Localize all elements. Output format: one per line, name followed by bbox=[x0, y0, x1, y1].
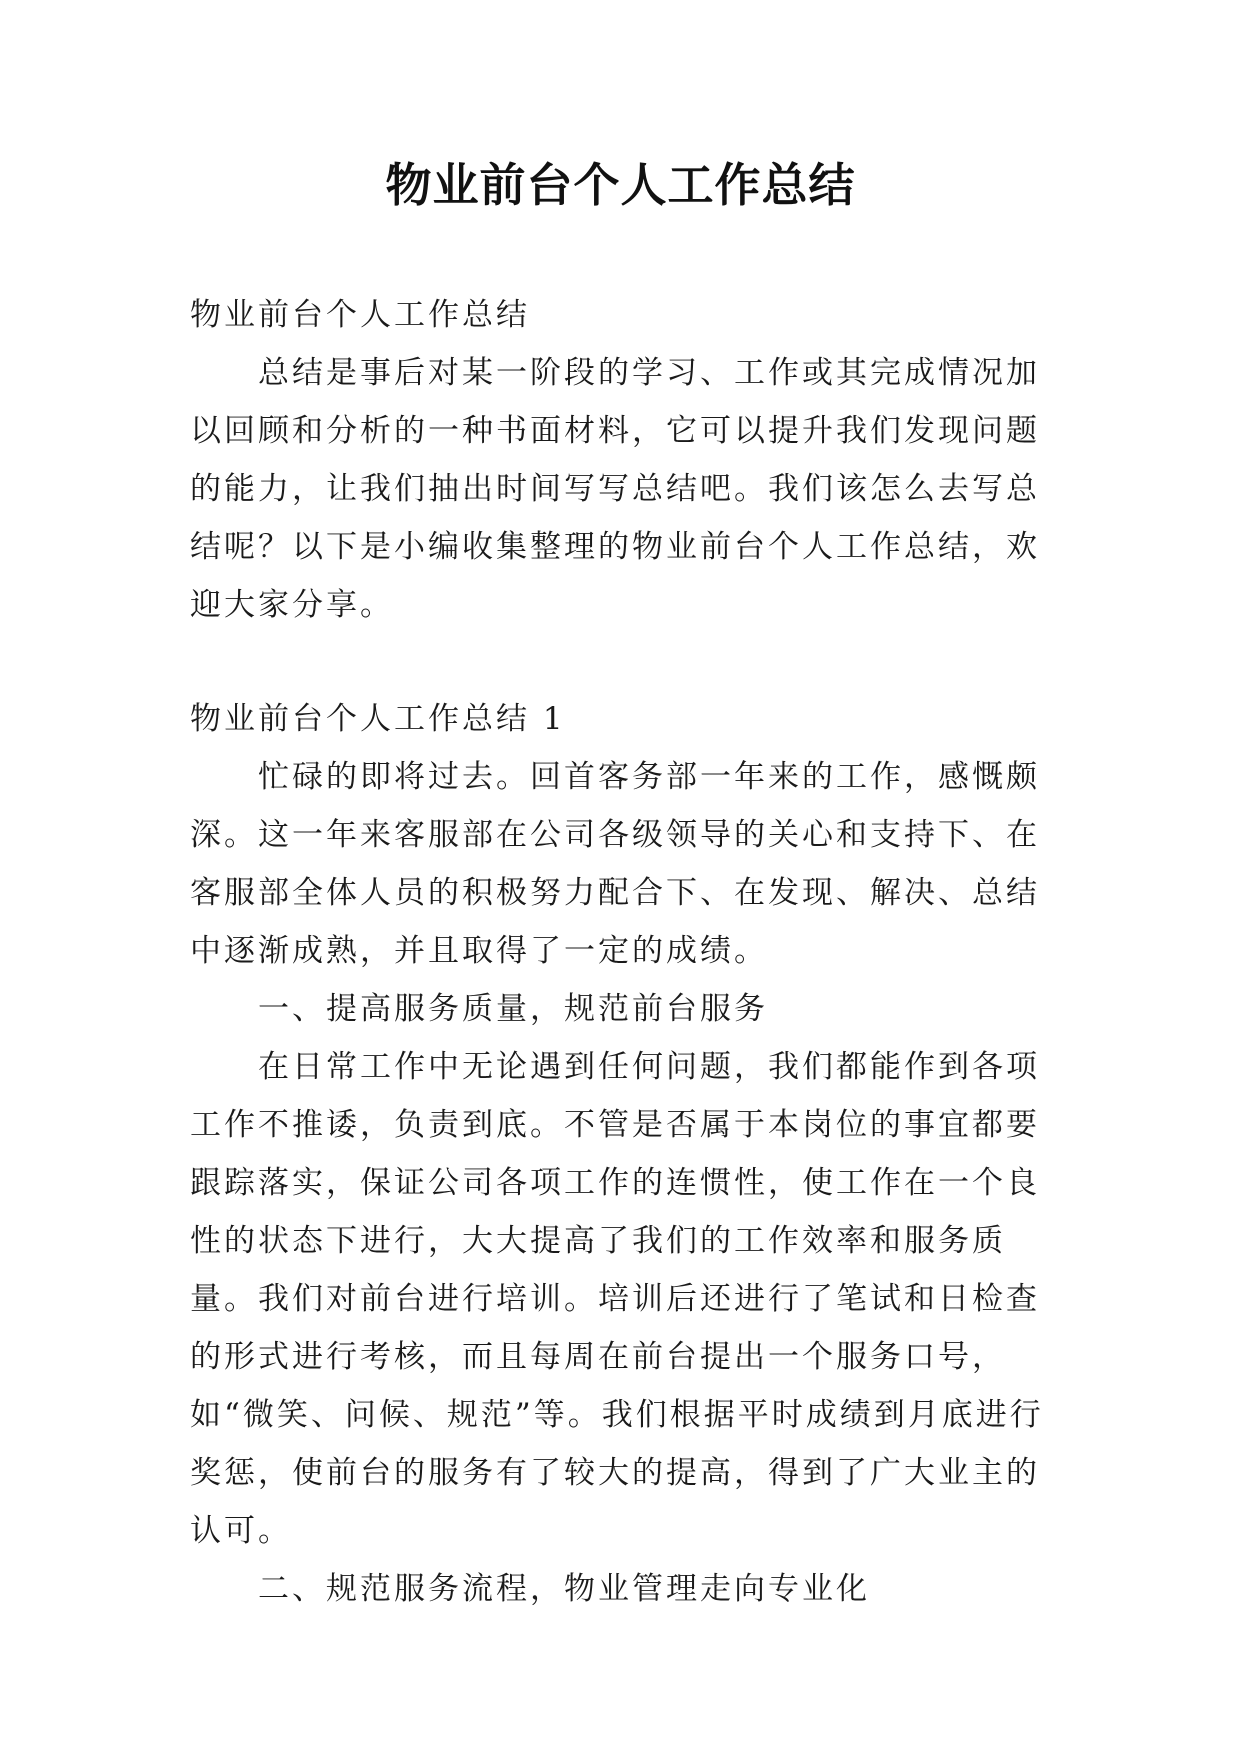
body-paragraph: 总结是事后对某一阶段的学习、工作或其完成情况加以回顾和分析的一种书面材料，它可以提升我们发现问题的能力，让我们抽出时间写写总结吧。我们该怎么去写总结呢？以下是小编收集整理的物业前台个人工作总结，欢迎大家分享。 bbox=[190, 355, 1040, 623]
section-gap bbox=[190, 634, 1060, 690]
section-heading: 物业前台个人工作总结 1 bbox=[190, 701, 566, 737]
body-paragraph: 一、提高服务质量，规范前台服务 bbox=[258, 991, 768, 1027]
section-heading: 物业前台个人工作总结 bbox=[190, 297, 530, 333]
body-paragraph: 忙碌的即将过去。回首客务部一年来的工作，感慨颇深。这一年来客服部在公司各级领导的关心和支持下、在客服部全体人员的积极努力配合下、在发现、解决、总结中逐渐成熟，并且取得了一定的成绩。 bbox=[190, 759, 1040, 969]
body-paragraph: 在日常工作中无论遇到任何问题，我们都能作到各项工作不推诿，负责到底。不管是否属于本岗位的事宜都要跟踪落实，保证公司各项工作的连惯性，使工作在一个良性的状态下进行，大大提高了我们的工作效率和服务质量。我们对前台进行培训。培训后还进行了笔试和日检查的形式进行考核，而且每周在前台提出一个服务口号，如“微笑、问候、规范”等。我们根据平时成绩到月底进行奖惩，使前台的服务有了较大的提高，得到了广大业主的认可。 bbox=[190, 1049, 1044, 1549]
document-body bbox=[190, 286, 1060, 1618]
body-paragraph: 二、规范服务流程，物业管理走向专业化 bbox=[258, 1571, 870, 1607]
document-title: 物业前台个人工作总结 bbox=[385, 158, 856, 212]
